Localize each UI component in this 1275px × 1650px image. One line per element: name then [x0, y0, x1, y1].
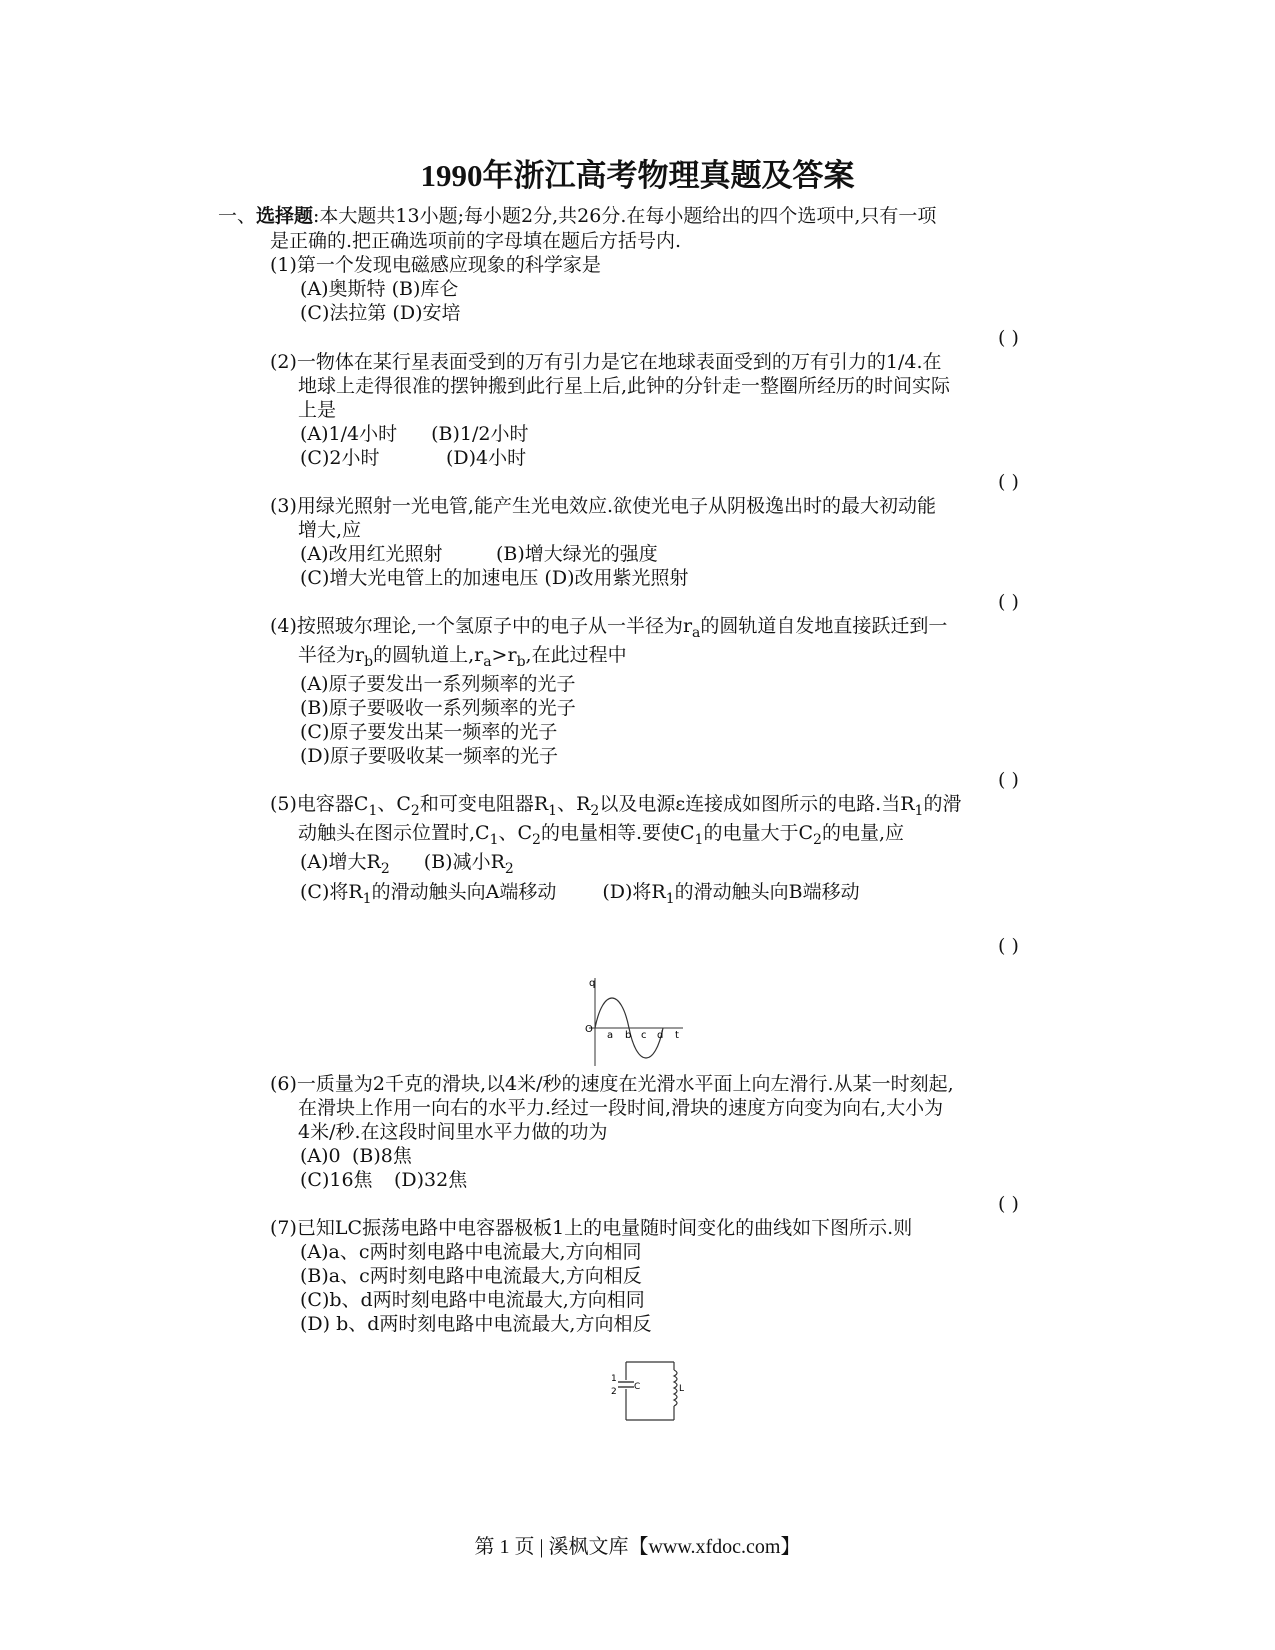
q1-option-a: (A)奥斯特	[300, 278, 386, 300]
q7-option-a: (A)a、c两时刻电路中电流最大,方向相同	[300, 1241, 642, 1263]
q6-option-b: (B)8焦	[352, 1145, 412, 1167]
q2-options-row1	[300, 422, 529, 446]
q3-option-b: (B)增大绿光的强度	[496, 543, 658, 565]
page-title: 1990年浙江高考物理真题及答案	[420, 158, 855, 193]
q5-answer-blank: ( )	[998, 935, 1019, 957]
q1-stem: (1)第一个发现电磁感应现象的科学家是	[270, 254, 601, 276]
q6-option-d: (D)32焦	[394, 1169, 468, 1191]
q2-stem-2: 地球上走得很准的摆钟搬到此行星上后,此钟的分针走一整圈所经历的时间实际	[298, 375, 951, 397]
q5-stem-2: 动触头在图示位置时$,C_1$、$C_2$的电量相等.要使$C_1$的电量大于$C_2$的电量,应	[298, 822, 904, 848]
q1-options-row1	[300, 277, 458, 301]
section-heading: 选择题	[256, 205, 314, 227]
q1-option-d: (D)安培	[392, 302, 461, 324]
q6-stem-2: 在滑块上作用一向右的水平力.经过一段时间,滑块的速度方向变为向右,大小为	[298, 1097, 944, 1119]
q2-option-b: (B)1/2小时	[431, 423, 529, 445]
q3-stem-1: (3)用绿光照射一光电管,能产生光电效应.欲使光电子从阴极逸出时的最大初动能	[270, 495, 936, 517]
q4-answer-blank: ( )	[998, 769, 1019, 791]
q2-stem-1: (2)一物体在某行星表面受到的万有引力是它在地球表面受到的万有引力的1/4.在	[270, 351, 942, 373]
inductor-label: L	[679, 1384, 685, 1394]
q5-options-row1	[300, 850, 514, 881]
q7-option-c: (C)b、d两时刻电路中电流最大,方向相同	[300, 1289, 645, 1311]
q6-options-row1	[300, 1144, 412, 1168]
q3-option-d: (D)改用紫光照射	[544, 567, 689, 589]
q3-answer-blank: ( )	[998, 591, 1019, 613]
q5-option-a: (A)增大$R_2$	[300, 851, 390, 877]
capacitor-plate-2-label: 2	[611, 1387, 617, 1397]
q1-option-c: (C)法拉第	[300, 302, 387, 324]
q4-option-d: (D)原子要吸收某一频率的光子	[300, 745, 559, 767]
q4-option-a: (A)原子要发出一系列频率的光子	[300, 673, 576, 695]
q2-option-c: (C)2小时	[300, 447, 380, 469]
q3-option-c: (C)增大光电管上的加速电压	[300, 567, 539, 589]
graph-x-label: t	[675, 1030, 679, 1041]
section-header	[218, 204, 936, 228]
q1-option-b: (B)库仑	[391, 278, 459, 300]
graph-point-a: a	[607, 1030, 614, 1041]
q6-options-row2	[300, 1168, 467, 1192]
q6-option-c: (C)16焦	[300, 1169, 373, 1191]
q2-answer-blank: ( )	[998, 471, 1019, 493]
q5-option-b: (B)减小$R_2$	[423, 851, 514, 877]
q5-options-row2	[300, 880, 860, 911]
capacitor-plate-1-label: 1	[611, 1374, 617, 1384]
q7-option-d: (D) b、d两时刻电路中电流最大,方向相反	[300, 1313, 652, 1335]
q7-option-b: (B)a、c两时刻电路中电流最大,方向相反	[300, 1265, 642, 1287]
q6-option-a: (A)0	[300, 1145, 341, 1167]
q6-stem-3: 4米/秒.在这段时间里水平力做的功为	[298, 1121, 608, 1143]
q7-stem: (7)已知LC振荡电路中电容器极板1上的电量随时间变化的曲线如下图所示.则	[270, 1217, 913, 1239]
q1-answer-blank: ( )	[998, 327, 1019, 349]
q4-option-c: (C)原子要发出某一频率的光子	[300, 721, 558, 743]
q2-stem-3: 上是	[298, 399, 337, 421]
inductor-coil	[674, 1370, 677, 1406]
q2-option-d: (D)4小时	[446, 447, 527, 469]
q6-answer-blank: ( )	[998, 1193, 1019, 1215]
q1-options-row2	[300, 301, 460, 325]
q3-stem-2: 增大,应	[298, 519, 362, 541]
graph-point-d: d	[657, 1030, 664, 1041]
graph-y-label: q	[589, 978, 596, 989]
section-prefix: 一、	[218, 205, 257, 227]
graph-point-b: b	[625, 1030, 632, 1041]
graph-point-c: c	[641, 1030, 647, 1041]
q5-stem-1: (5)电容器$C_1$、$C_2$和可变电阻器$R_1$、$R_2$以及电源ε连接成如图所示的电路.当$R_1$的滑	[270, 793, 962, 819]
q5-option-c: (C)将$R_1$的滑动触头向A端移动	[300, 881, 557, 907]
q4-stem-2: 半径为$r_b$的圆轨道上$,r_a>r_b$,在此过程中	[298, 644, 627, 670]
q4-stem-1: (4)按照玻尔理论,一个氢原子中的电子从一半径为$r_a$的圆轨道自发地直接跃迁到一	[270, 615, 948, 641]
graph-origin-label: O	[585, 1024, 593, 1035]
q2-options-row2	[300, 446, 526, 470]
q6-stem-1: (6)一质量为2千克的滑块,以4米/秒的速度在光滑水平面上向左滑行.从某一时刻起,	[270, 1073, 954, 1095]
q5-option-d: (D)将$R_1$的滑动触头向B端移动	[602, 881, 860, 907]
q3-option-a: (A)改用红光照射	[300, 543, 443, 565]
q3-options-row2	[300, 566, 688, 590]
q4-option-b: (B)原子要吸收一系列频率的光子	[300, 697, 576, 719]
section-text-2: 是正确的.把正确选项前的字母填在题后方括号内.	[270, 230, 682, 252]
q2-option-a: (A)1/4小时	[300, 423, 398, 445]
page-footer: 第 1 页 | 溪枫文库【www.xfdoc.com】	[474, 1536, 801, 1558]
lc-circuit-diagram	[610, 1358, 700, 1424]
section-text: :本大题共13小题;每小题2分,共26分.在每小题给出的四个选项中,只有一项	[313, 205, 937, 227]
charge-time-graph	[585, 976, 685, 1068]
capacitor-label: C	[634, 1382, 641, 1392]
q3-options-row1	[300, 542, 658, 566]
